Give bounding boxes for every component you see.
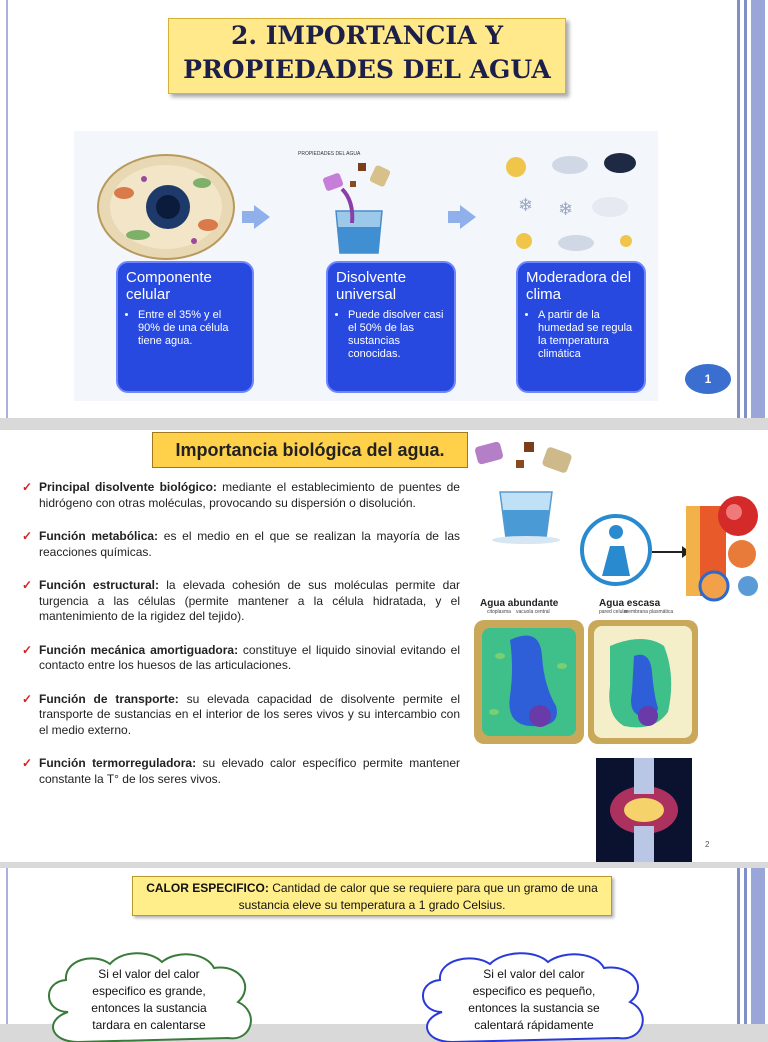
item-text: su elevado calor específico permite mantener constante la T° de los seres vivos.	[39, 756, 460, 786]
cloud-line: tardara en calentarse	[92, 1018, 206, 1032]
arrow-right-icon	[254, 205, 270, 229]
beaker-dissolving-image	[470, 438, 582, 546]
definition-text: Cantidad de calor que se requiere para que un gramo de una sustancia eleve su temperatura a 1 grado Celsius.	[238, 881, 598, 912]
plant-cell-abundant-water	[470, 616, 588, 748]
right-border-stripe	[737, 0, 740, 418]
item-text: mediante el establecimiento de puentes de hidrógeno con otras moléculas, provocando su dispersión o disolución.	[39, 480, 460, 510]
water-properties-diagram	[74, 131, 658, 401]
list-item	[22, 480, 460, 511]
list-item	[22, 692, 460, 739]
card-componente-celular	[116, 261, 254, 393]
card-bullet: • Entre el 35% y el 90% de una célula tiene agua.	[138, 309, 246, 348]
item-text: constituye el liquido sinovial evitando el contacto entre los huesos de las articulaciones.	[39, 642, 460, 672]
definition-term: CALOR ESPECIFICO:	[146, 881, 269, 895]
cloud-line: Si el valor del calor	[483, 967, 585, 981]
item-text: su elevada capacidad de disolvente permite el transporte de sustancias en el interior de los seres vivos y su intercambio con el medio externo.	[39, 691, 460, 737]
item-term: Función metabólica:	[39, 529, 159, 543]
card-bullet: • A partir de la humedad se regula la temperatura climática	[538, 309, 638, 361]
right-border-stripe	[751, 0, 765, 418]
svg-text:❄: ❄	[558, 199, 574, 220]
check-icon: ✓	[22, 642, 33, 657]
knee-joint-image	[596, 758, 692, 862]
list-item	[22, 643, 460, 674]
right-border-stripe	[744, 868, 747, 1024]
page-number: 2	[705, 840, 710, 849]
cloud-line: entonces la sustancia se	[468, 1001, 600, 1015]
list-item	[22, 529, 460, 560]
specific-heat-definition	[132, 876, 612, 916]
slide-title-line-1: 2. IMPORTANCIA Y	[230, 21, 504, 50]
slide-2	[0, 430, 768, 862]
small-label: PROPIEDADES DEL AGUA	[298, 151, 361, 157]
weather-icons-illustration	[498, 145, 648, 255]
beaker-dissolving-illustration	[314, 161, 404, 261]
item-term: Principal disolvente biológico:	[39, 480, 217, 494]
right-border-stripe	[751, 868, 765, 1024]
cloud-line: Si el valor del calor	[98, 967, 200, 981]
list-item	[22, 578, 460, 625]
check-icon: ✓	[22, 691, 33, 706]
cell-label-agua-escasa: Agua escasa	[599, 598, 661, 609]
card-title: Moderadora del clima	[526, 269, 632, 303]
check-icon: ✓	[22, 480, 33, 494]
left-border-line	[6, 868, 8, 1024]
item-term: Función de transporte:	[39, 691, 179, 706]
cell-label-agua-abundante: Agua abundante	[480, 598, 559, 609]
biological-functions-list	[22, 480, 460, 805]
cloud-line: especifico es pequeño,	[472, 984, 596, 998]
check-icon: ✓	[22, 578, 33, 592]
left-border-line	[6, 0, 8, 418]
cloud-line: entonces la sustancia	[91, 1001, 207, 1015]
arrow-right-icon	[460, 205, 476, 229]
card-moderadora-del-clima	[516, 261, 646, 393]
cell-small-label: membrana plasmática	[624, 609, 674, 615]
svg-text:❄: ❄	[518, 195, 534, 216]
animal-cell-illustration	[84, 143, 244, 263]
list-item	[22, 756, 460, 787]
cell-small-label: citoplasma	[487, 609, 511, 615]
item-term: Función estructural:	[39, 578, 159, 592]
slide-title-line-2: PROPIEDADES DEL AGUA	[183, 55, 551, 84]
cloud-text-right	[444, 966, 624, 1034]
plant-cell-scarce-water	[584, 616, 702, 748]
cloud-text-left	[64, 966, 234, 1034]
cell-small-label: vacuola central	[516, 609, 550, 615]
item-text: la elevada cohesión de sus moléculas permite dar turgencia a las células (permite mantener a la célula hidratada, y el mantenimiento de la rigidez del tejido).	[39, 578, 461, 623]
cell-small-label: pared celular	[599, 609, 628, 615]
right-border-stripe	[737, 868, 740, 1024]
slide-heading: Importancia biológica del agua.	[152, 432, 468, 468]
slide-title-box	[168, 18, 566, 94]
item-term: Función mecánica amortiguadora:	[39, 642, 239, 657]
item-text: es el medio en el que se realizan la mayoría de las reacciones químicas.	[39, 529, 460, 559]
page-number-badge: 1	[685, 364, 731, 394]
cloud-line: calentará rápidamente	[474, 1018, 594, 1032]
slide-1	[0, 0, 768, 418]
cloud-line: especifico es grande,	[92, 984, 206, 998]
card-title: Componente celular	[126, 269, 212, 303]
card-disolvente-universal	[326, 261, 456, 393]
check-icon: ✓	[22, 756, 33, 770]
card-title: Disolvente universal	[336, 269, 407, 303]
card-bullet: • Puede disolver casi el 50% de las sustancias conocidas.	[348, 309, 448, 361]
check-icon: ✓	[22, 529, 33, 543]
thermoregulation-diagram	[582, 492, 764, 610]
right-border-stripe	[744, 0, 747, 418]
item-term: Función termorreguladora:	[39, 756, 197, 770]
slide-3	[0, 868, 768, 1032]
